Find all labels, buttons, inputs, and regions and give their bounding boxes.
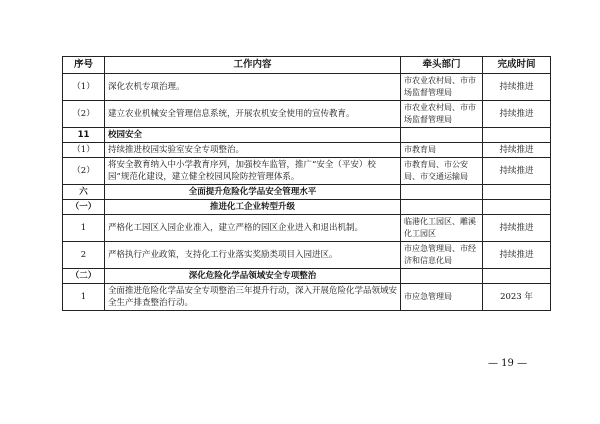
row-no: 1 — [63, 215, 105, 242]
subsection-title: 推进化工企业转型升级 — [105, 200, 401, 215]
row-no: （1） — [63, 74, 105, 101]
page-number: — 19 — — [488, 358, 528, 369]
row-time: 持续推进 — [483, 215, 551, 242]
table-row — [63, 74, 551, 101]
section-row — [63, 185, 551, 200]
table-row — [63, 242, 551, 269]
row-time: 持续推进 — [483, 242, 551, 269]
row-time: 2023 年 — [483, 284, 551, 311]
row-lead: 市农业农村局、市市场监督管理局 — [401, 101, 483, 128]
table-row — [63, 215, 551, 242]
row-lead: 市教育局 — [401, 143, 483, 158]
subsection-no: （一） — [63, 200, 105, 215]
subsection-no: （二） — [63, 269, 105, 284]
row-lead: 市应急管理局、市经济和信息化局 — [401, 242, 483, 269]
row-no: （2） — [63, 158, 105, 185]
row-content: 将安全教育纳入中小学教育序列，加强校车监管，推广“安全（平安）校园”规范化建设，建立健全校园风险防控管理体系。 — [105, 158, 401, 185]
table-row — [63, 101, 551, 128]
table-header-row — [63, 57, 551, 74]
row-no: （2） — [63, 101, 105, 128]
subsection-title: 深化危险化学品领域安全专项整治 — [105, 269, 401, 284]
row-no: 1 — [63, 284, 105, 311]
row-content: 深化农机专项治理。 — [105, 74, 401, 101]
row-time: 持续推进 — [483, 158, 551, 185]
row-time: 持续推进 — [483, 143, 551, 158]
header-content: 工作内容 — [105, 57, 401, 74]
row-content: 全面推进危险化学品安全专项整治三年提升行动，深入开展危险化学品领域安全生产排查整治行动。 — [105, 284, 401, 311]
header-time: 完成时间 — [483, 57, 551, 74]
subsection-row — [63, 200, 551, 215]
row-content: 建立农业机械安全管理信息系统，开展农机安全使用的宣传教育。 — [105, 101, 401, 128]
row-time: 持续推进 — [483, 101, 551, 128]
row-lead: 市教育局、市公安局、市交通运输局 — [401, 158, 483, 185]
row-lead: 市农业农村局、市市场监督管理局 — [401, 74, 483, 101]
header-lead: 牵头部门 — [401, 57, 483, 74]
subsection-row — [63, 269, 551, 284]
table-row — [63, 143, 551, 158]
row-content: 严格化工园区入园企业准入，建立严格的园区企业进入和退出机制。 — [105, 215, 401, 242]
row-content: 严格执行产业政策，支持化工行业落实奖励类项目入园进区。 — [105, 242, 401, 269]
table-row — [63, 284, 551, 311]
section-title: 全面提升危险化学品安全管理水平 — [105, 185, 401, 200]
header-no: 序号 — [63, 57, 105, 74]
row-no: 2 — [63, 242, 105, 269]
task-table — [62, 56, 551, 311]
section-row — [63, 128, 551, 143]
table-row — [63, 158, 551, 185]
section-no: 11 — [63, 128, 105, 143]
row-lead: 临港化工园区、雕溪化工园区 — [401, 215, 483, 242]
row-no: （1） — [63, 143, 105, 158]
row-lead: 市应急管理局 — [401, 284, 483, 311]
row-time: 持续推进 — [483, 74, 551, 101]
section-no: 六 — [63, 185, 105, 200]
section-title: 校园安全 — [105, 128, 401, 143]
row-content: 持续推进校园实验室安全专项整治。 — [105, 143, 401, 158]
